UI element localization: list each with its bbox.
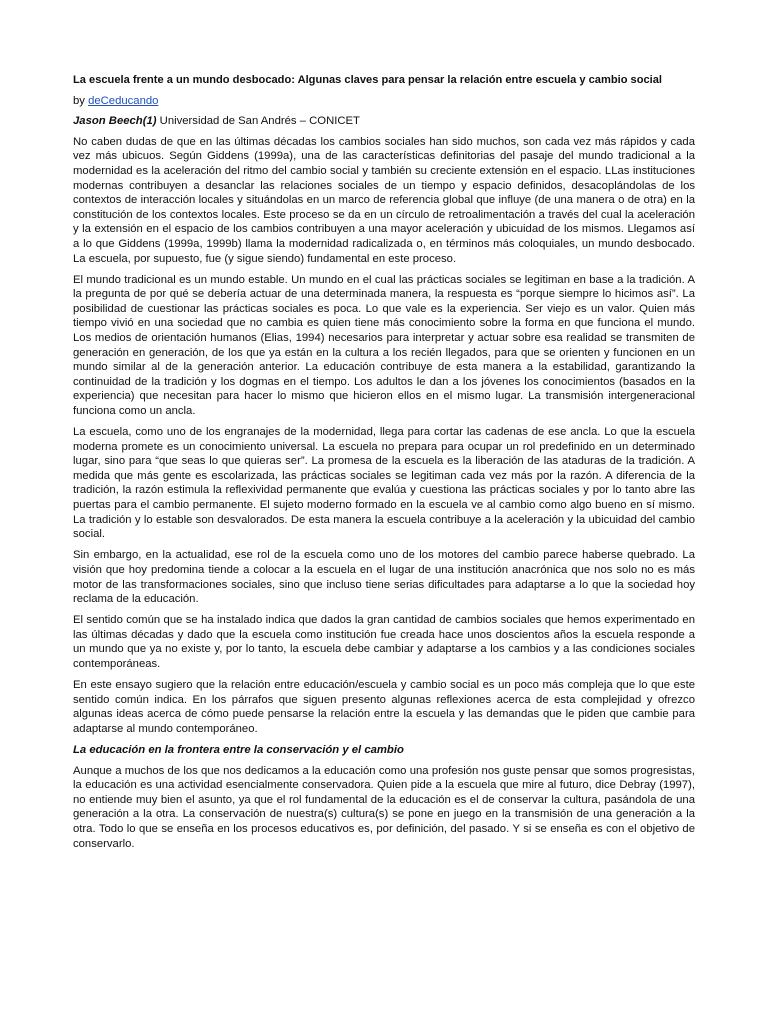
paragraph: La escuela, como uno de los engranajes de la modernidad, llega para cortar las cadenas de ese ancla. Lo que la escuela moderna promete es un conocimiento universal. La escuela no prepara para ocupar un rol predefinido en un determinado lugar, sino para “que seas lo que quieras ser”. La promesa de la escuela es la liberación de las ataduras de la tradición. A medida que más gente es escolarizada, las prácticas sociales se legitiman cada vez más por la razón. A diferencia de la tradición, la razón estimula la reflexividad permanente que evalúa y cuestiona las prácticas sociales y por lo tanto abre las puertas para el cambio permanente. El sujeto moderno formado en la escuela ve al cambio como algo bueno en sí mismo. La tradición y lo estable son desvalorados. De esta manera la escuela contribuye a la aceleración y la ubicuidad del cambio social. bbox=[73, 426, 695, 541]
paragraph: Sin embargo, en la actualidad, ese rol de la escuela como uno de los motores del cambio parece haberse quebrado. La visión que hoy predomina tiende a colocar a la escuela en el lugar de una institución anacrónica que nos solo no es más motor de las transformaciones sociales, sino que incluso tiene serias dificultades para adaptarse a lo que la sociedad hoy reclama de la educación. bbox=[73, 549, 695, 606]
author-name: Jason Beech(1) bbox=[73, 115, 157, 128]
byline-prefix: by bbox=[73, 94, 85, 107]
author-line bbox=[73, 114, 695, 129]
paragraph: El sentido común que se ha instalado indica que dados la gran cantidad de cambios sociales que hemos experimentado en las últimas décadas y dado que la escuela como institución fue creada hace unos doscientos años la escuela responde a un mundo que ya no existe y, por lo tanto, la escuela debe cambiar y adaptarse a los cambios y a las condiciones sociales contemporáneas. bbox=[73, 614, 695, 670]
section-heading: La educación en la frontera entre la conservación y el cambio bbox=[73, 743, 404, 756]
author-affiliation: Universidad de San Andrés – CONICET bbox=[159, 115, 360, 128]
paragraph: No caben dudas de que en las últimas décadas los cambios sociales han sido muchos, son cada vez más rápidos y cada vez más ubicuos. Según Giddens (1999a), una de las características definitorias del pasaje del mundo tradicional a la modernidad es la aceleración del ritmo del cambio social y también su creciente extensión en el espacio. LLas instituciones modernas contribuyen a desanclar las relaciones sociales de un tiempo y espacio definidos, desacoplándolas de los contextos de interacción locales y situándolas en un marco de referencia global que influye (de una manera o de otra) en la constitución de los contextos locales. Este proceso se da en un círculo de retroalimentación a través del cual la aceleración y la extensión en el espacio de los cambios contribuyen a una mayor aceleración y ubicuidad de los mismos. Llegamos así a lo que Giddens (1999a, 1999b) llama la modernidad radicalizada o, en términos más coloquiales, un mundo desbocado. La escuela, por supuesto, fue (y sigue siendo) fundamental en este proceso. bbox=[73, 135, 695, 265]
paragraph: En este ensayo sugiero que la relación entre educación/escuela y cambio social es un poco más compleja que lo que este sentido común indica. En los párrafos que siguen presento algunas reflexiones acerca de esta complejidad y ofrezco algunas ideas acerca de cómo puede pensarse la relación entre la escuela y las demandas que le piden que cambie para adaptarse al mundo contemporáneo. bbox=[73, 679, 695, 735]
byline bbox=[73, 94, 695, 109]
paragraph: El mundo tradicional es un mundo estable. Un mundo en el cual las prácticas sociales se legitiman en base a la tradición. A la pregunta de por qué se debería actuar de una determinada manera, la respuesta es “porque siempre lo hicimos así”. La posibilidad de cuestionar las prácticas sociales es poca. Lo que vale es la experiencia. Ser viejo es un valor. Quien más tiempo vivió en una sociedad que no cambia es quien tiene más conocimiento sobre la forma en que funciona el mundo. Los medios de orientación humanos (Elias, 1994) necesarios para interpretar y actuar sobre esa realidad se transmiten de generación en generación, de los que ya están en la cultura a los recién llegados, para que se orienten y funcionen en un mundo similar al de la generación anterior. La educación contribuye de esta manera a la estabilidad, garantizando la continuidad de la tradición y los dogmas en el tiempo. Los adultos le dan a los jóvenes los conocimientos (basados en la experiencia) que necesitan para hacer lo mismo que hicieron ellos en el mismo lugar. La transmisión intergeneracional funciona como un ancla. bbox=[73, 273, 695, 417]
article-title: La escuela frente a un mundo desbocado: Algunas claves para pensar la relación entre escuela y cambio social bbox=[73, 74, 663, 86]
author-link[interactable]: deCeducando bbox=[88, 94, 159, 107]
document-page bbox=[73, 73, 695, 858]
paragraph: Aunque a muchos de los que nos dedicamos a la educación como una profesión nos guste pensar que somos progresistas, la educación es una actividad esencialmente conservadora. Quien pide a la escuela que mire al futuro, dice Debray (1997), no entiende muy bien el asunto, ya que el rol fundamental de la educación es el de conservar la cultura, pasándola de una generación a la otra. La conservación de nuestra(s) cultura(s) se pone en juego en la transmisión de una generación a la otra. Todo lo que se enseña en los procesos educativos es, por definición, del pasado. Y si se enseña es con el objetivo de conservarlo. bbox=[73, 764, 695, 850]
